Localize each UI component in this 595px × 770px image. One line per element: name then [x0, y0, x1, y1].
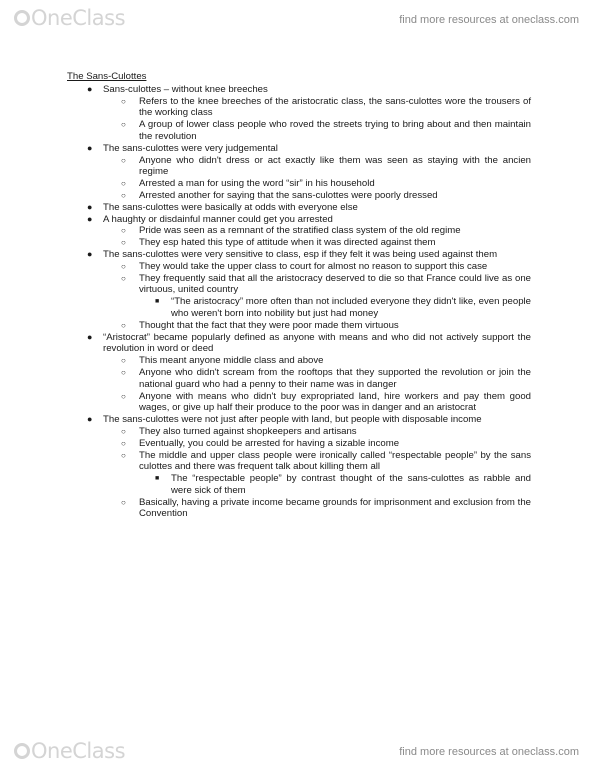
list-item-text: “The aristocracy” more often than not included everyone they didn't like, even people who weren't born into nobility but just had money: [171, 296, 531, 319]
logo-text: OneClass: [31, 6, 126, 30]
bullet-icon: ○: [121, 320, 126, 330]
list-item: [67, 237, 531, 249]
bullet-icon: ●: [87, 201, 93, 212]
list-item: [67, 367, 531, 391]
bullet-icon: ○: [121, 273, 126, 283]
list-item: [67, 84, 531, 96]
list-item-text: This meant anyone middle class and above: [139, 355, 324, 367]
list-item-text: Anyone with means who didn't buy expropriated land, hire workers and pay them good wages, or give up half their produce to the poor was in danger and an aristocrat: [139, 390, 531, 414]
list-item: [67, 261, 531, 273]
bullet-icon: ○: [121, 438, 126, 448]
list-item-text: The sans-culottes were basically at odds with everyone else: [103, 201, 358, 213]
document-body: [67, 71, 531, 520]
footer-logo: [14, 741, 125, 762]
list-item: [67, 190, 531, 202]
list-item-text: They also turned against shopkeepers and artisans: [139, 425, 357, 437]
bullet-icon: ■: [155, 298, 160, 306]
bullet-icon: ○: [121, 190, 126, 200]
bullet-icon: ○: [121, 426, 126, 436]
bullet-icon: ●: [87, 213, 93, 224]
bullet-icon: ○: [121, 356, 126, 366]
list-item-text: The sans-culottes were very sensitive to class, esp if they felt it was being used against them: [103, 248, 498, 260]
list-item-text: The “respectable people” by contrast thought of the sans-culottes as rabble and were sick of them: [171, 473, 531, 496]
list-item-text: Arrested another for saying that the sans-culottes were poorly dressed: [139, 189, 438, 201]
list-item-text: A haughty or disdainful manner could get you arrested: [103, 213, 333, 225]
list-item: [67, 273, 531, 297]
list-item: [67, 119, 531, 143]
list-item-text: Eventually, you could be arrested for having a sizable income: [139, 437, 400, 449]
list-item: [67, 96, 531, 120]
list-item: [67, 296, 531, 320]
bullet-icon: ○: [121, 120, 126, 130]
list-item-text: Anyone who didn't scream from the rooftops that they supported the revolution or join the national guard who had a penny to their name was in danger: [139, 366, 531, 390]
list-item-text: Anyone who didn't dress or act exactly like them was seen as staying with the ancien regime: [139, 154, 531, 178]
list-item-text: Arrested a man for using the word “sir” in his household: [139, 178, 375, 190]
oneclass-logo: [14, 8, 125, 29]
document-title: The Sans-Culottes: [67, 71, 147, 82]
logo-ring-icon: [14, 743, 30, 759]
bullet-icon: ○: [121, 450, 126, 460]
list-item: [67, 391, 531, 415]
bullet-icon: ○: [121, 367, 126, 377]
list-item: [67, 143, 531, 155]
bullet-icon: ●: [87, 414, 93, 425]
bullet-icon: ○: [121, 497, 126, 507]
list-item: [67, 438, 531, 450]
bullet-icon: ○: [121, 238, 126, 248]
list-item: [67, 414, 531, 426]
list-item: [67, 249, 531, 261]
bullet-icon: ○: [121, 261, 126, 271]
list-item-text: Refers to the knee breeches of the aristocratic class, the sans-culottes wore the trousers of the working class: [139, 95, 531, 119]
list-item: [67, 155, 531, 179]
outline-list: [67, 84, 531, 520]
list-item-text: “Aristocrat” became popularly defined as anyone with means and who did not actively support the revolution in word or deed: [103, 331, 531, 355]
list-item-text: A group of lower class people who roved the streets trying to bring about and then maintain the revolution: [139, 119, 531, 142]
logo-text: OneClass: [31, 739, 126, 763]
bullet-icon: ○: [121, 96, 126, 106]
bullet-icon: ●: [87, 331, 93, 342]
list-item: [67, 450, 531, 474]
bullet-icon: ●: [87, 83, 93, 94]
bullet-icon: ○: [121, 155, 126, 165]
bullet-icon: ■: [155, 475, 160, 483]
list-item-text: Sans-culottes – without knee breeches: [103, 83, 268, 95]
list-item: [67, 225, 531, 237]
list-item-text: They would take the upper class to court for almost no reason to support this case: [139, 260, 488, 272]
bullet-icon: ●: [87, 142, 93, 153]
list-item-text: The sans-culottes were not just after people with land, but people with disposable income: [103, 414, 482, 426]
list-item: [67, 332, 531, 356]
list-item-text: Pride was seen as a remnant of the stratified class system of the old regime: [139, 225, 461, 237]
list-item: [67, 320, 531, 332]
list-item: [67, 473, 531, 497]
bullet-icon: ○: [121, 391, 126, 401]
list-item: [67, 497, 531, 521]
bullet-icon: ●: [87, 248, 93, 259]
list-item-text: The sans-culottes were very judgemental: [103, 142, 278, 154]
list-item-text: They frequently said that all the aristocracy deserved to die so that France could live as one virtuous, united country: [139, 272, 531, 296]
logo-ring-icon: [14, 10, 30, 26]
list-item-text: Basically, having a private income became grounds for imprisonment and exclusion from the Convention: [139, 496, 531, 520]
footer-tagline: find more resources at oneclass.com: [399, 746, 579, 758]
header-tagline: find more resources at oneclass.com: [399, 14, 579, 26]
list-item: [67, 214, 531, 226]
list-item: [67, 355, 531, 367]
list-item: [67, 202, 531, 214]
list-item-text: They esp hated this type of attitude when it was directed against them: [139, 237, 436, 249]
bullet-icon: ○: [121, 179, 126, 189]
list-item: [67, 426, 531, 438]
bullet-icon: ○: [121, 226, 126, 236]
list-item-text: Thought that the fact that they were poor made them virtuous: [139, 319, 399, 331]
list-item-text: The middle and upper class people were ironically called “respectable people” by the sans culottes and there was frequent talk about killing them all: [139, 449, 531, 473]
list-item: [67, 178, 531, 190]
